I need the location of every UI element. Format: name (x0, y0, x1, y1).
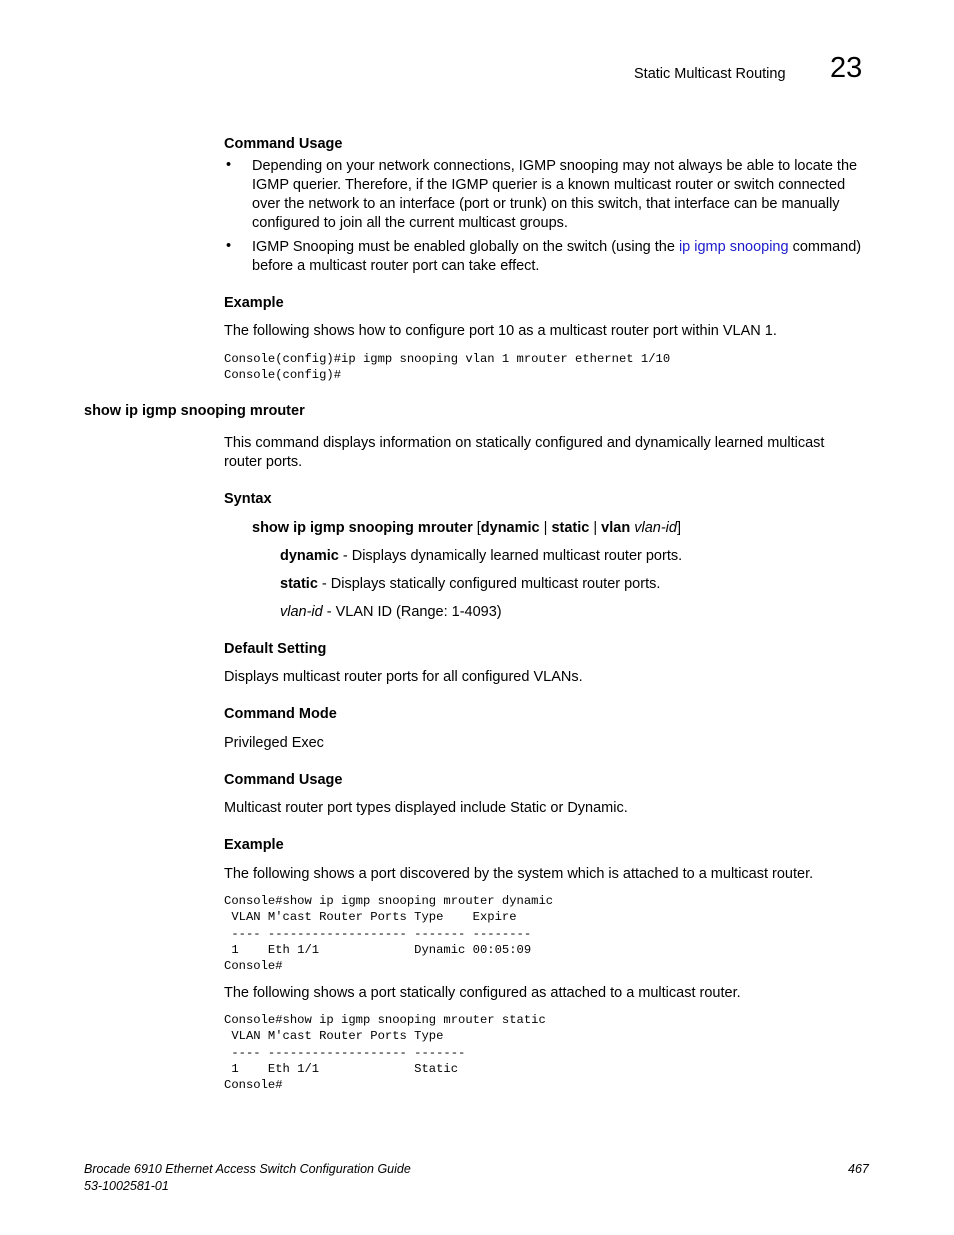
example-code-dynamic: Console#show ip igmp snooping mrouter dynamic VLAN M'cast Router Ports Type Expire ---- ------------------- ------- -------- 1 Eth 1/1 Dynamic 00:05:09 Console# (224, 894, 554, 974)
example-description-2: The following shows a port statically configured as attached to a multicast router. (224, 985, 741, 1001)
default-setting-text: Displays multicast router ports for all configured VLANs. (224, 669, 583, 685)
usage-bullet-2 (252, 238, 874, 276)
command-title: show ip igmp snooping mrouter (84, 403, 305, 419)
command-mode-heading: Command Mode (224, 706, 337, 722)
syntax-option-vlan: vlan (601, 520, 631, 536)
syntax-command: show ip igmp snooping mrouter (252, 520, 473, 536)
param-name: vlan-id (280, 604, 323, 620)
command-usage-text: Multicast router port types displayed include Static or Dynamic. (224, 800, 628, 816)
example-description: The following shows how to configure port 10 as a multicast router port within VLAN 1. (224, 323, 777, 339)
example-heading-2: Example (224, 837, 284, 853)
syntax-option-static: static (551, 520, 590, 536)
command-usage-heading: Command Usage (224, 136, 343, 152)
command-description: This command displays information on statically configured and dynamically learned multicast router ports. (224, 435, 825, 470)
syntax-separator: | (589, 520, 602, 536)
chapter-number: 23 (830, 52, 863, 84)
bullet-2-text: IGMP Snooping must be enabled globally on the switch (using the (252, 239, 679, 255)
syntax-argument: vlan-id (634, 520, 677, 536)
param-name: static (280, 576, 318, 592)
syntax-bracket-open: [ (472, 520, 481, 536)
param-vlan-id (280, 603, 502, 622)
syntax-option-dynamic: dynamic (480, 520, 540, 536)
command-mode-text: Privileged Exec (224, 735, 324, 751)
param-desc: - Displays dynamically learned multicast router ports. (338, 548, 683, 564)
bullet-marker: • (226, 157, 232, 173)
running-header-title: Static Multicast Routing (634, 66, 786, 82)
syntax-bracket-close: ] (676, 520, 681, 536)
example-code: Console(config)#ip igmp snooping vlan 1 mrouter ethernet 1/10 Console(config)# (224, 352, 671, 383)
syntax-line (252, 519, 681, 538)
param-name: dynamic (280, 548, 339, 564)
example-description-1: The following shows a port discovered by the system which is attached to a multicast router. (224, 866, 814, 882)
param-dynamic (280, 547, 682, 566)
usage-bullet-1: Depending on your network connections, IGMP snooping may not always be able to locate the IGMP querier. Therefore, if the IGMP querier is a known multicast router or switch connected over the network to an interface (port or trunk) on this switch, that interface can be manually configured to join all the current multicast groups. (252, 158, 858, 231)
bullet-2-text-end: command) before a multicast router port can take effect. (252, 239, 862, 274)
command-usage-heading-2: Command Usage (224, 772, 343, 788)
ip-igmp-snooping-link[interactable]: ip igmp snooping (678, 239, 789, 255)
syntax-heading: Syntax (224, 491, 272, 507)
param-static (280, 575, 660, 594)
footer-page-number: 467 (848, 1162, 869, 1176)
example-heading: Example (224, 295, 284, 311)
footer-guide-title: Brocade 6910 Ethernet Access Switch Configuration Guide (84, 1162, 411, 1176)
example-code-static: Console#show ip igmp snooping mrouter static VLAN M'cast Router Ports Type ---- ------------------- ------- 1 Eth 1/1 Static Console# (224, 1013, 546, 1093)
bullet-marker: • (226, 238, 232, 254)
param-desc: - Displays statically configured multicast router ports. (317, 576, 661, 592)
param-desc: - VLAN ID (Range: 1-4093) (322, 604, 502, 620)
footer-doc-number: 53-1002581-01 (84, 1179, 169, 1193)
default-setting-heading: Default Setting (224, 641, 327, 657)
syntax-separator: | (539, 520, 552, 536)
